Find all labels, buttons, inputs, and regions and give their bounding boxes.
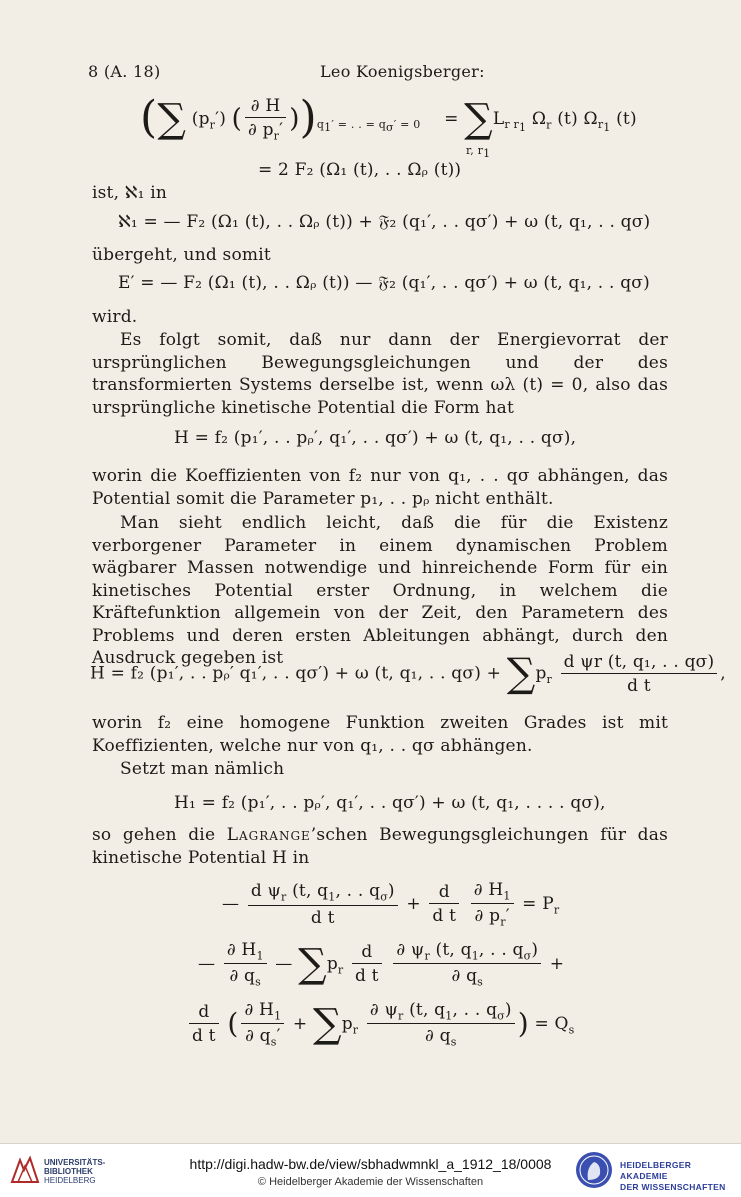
academy-seal-icon xyxy=(574,1150,614,1190)
equation-8: — $\frac{\partial H_1}{\partial q_s}$ — $\sum p_r$ $\frac{d}{\text{d t}}$ $\frac{\partial \psi_r (t, q_1, . . q_\sigma)}{\partial q_s}$ + xyxy=(198,940,565,989)
equation-7: — $\frac{d \psi_r (t, q_1, . . q_\sigma)}{\text{d t}}$ + $\frac{d}{\text{d t}}$ $\frac{\partial H_1}{\partial p_r'}$ = $P_r$ xyxy=(222,880,560,929)
text-ist: ist, ℵ₁ in xyxy=(92,183,168,203)
sum-index: r, $r_1$ xyxy=(466,144,491,161)
equation-2: ℵ₁ = — F₂ (Ω₁ (t), . . Ωᵨ (t)) + 𝔉₂ (q₁′, . . qσ′) + ω (t, q₁, . . qσ) xyxy=(118,212,651,232)
page-number: 8 (A. 18) xyxy=(88,62,161,81)
source-url-link[interactable]: http://digi.hadw-bw.de/view/sbhadwmnkl_a_1912_18/0008 xyxy=(189,1156,552,1172)
paragraph-1: Es folgt somit, daß nur dann der Energievorrat der ursprünglichen Bewegungsgleichungen und der des transformierten Systems derselbe ist, wenn ωλ (t) = 0, also das ursprüngliche kinetische Potential die Form hat xyxy=(92,330,668,418)
equation-9: $\frac{d}{\text{d t}}$ ( $\frac{\partial H_1}{\partial q_s'}$ + $\sum p_r$ $\frac{\partial \psi_r (t, q_1, . . q_\sigma)}{\partial q_s}$ ) = $Q_s$ xyxy=(186,1000,575,1049)
copyright-notice: © Heidelberger Akademie der Wissenschaften xyxy=(257,1176,484,1188)
equation-1-cont: = 2 F₂ (Ω₁ (t), . . Ωᵨ (t)) xyxy=(258,160,462,180)
equation-3: E′ = — F₂ (Ω₁ (t), . . Ωᵨ (t)) — 𝔉₂ (q₁′, . . qσ′) + ω (t, q₁, . . qσ) xyxy=(118,273,650,293)
text-wird: wird. xyxy=(92,307,138,327)
equation-4: H = f₂ (p₁′, . . pᵨ′, q₁′, . . qσ′) + ω (t, q₁, . . qσ), xyxy=(174,428,577,448)
academy-name: HEIDELBERGER AKADEMIE DER WISSENSCHAFTEN xyxy=(620,1160,726,1192)
equation-6: H₁ = f₂ (p₁′, . . pᵨ′, q₁′, . . qσ′) + ω (t, q₁, . . . . qσ), xyxy=(174,793,606,813)
text-uebergeht: übergeht, und somit xyxy=(92,245,271,265)
equation-5: H = f₂ (p₁′, . . pᵨ′ q₁′, . . qσ′) + ω (t, q₁, . . $q\sigma) + \sum p_r$ $\frac{\text{d ψr (t, q₁, . . qσ)}}{\text{d t}}$ , xyxy=(90,650,726,697)
footer-bar xyxy=(0,1143,741,1197)
paragraph-3: Man sieht endlich leicht, daß die für die Existenz verborgener Parameter in einem dynamischen Problem wägbarer Massen notwendige und hinreichende Form für ein kinetisches Potential erster Ordnung, in welchem die Kräftefunktion allgemein von der Zeit, den Parametern des Problems und deren ersten Ableitungen abhängt, durch den Ausdruck gegeben ist xyxy=(92,513,668,668)
running-title: Leo Koenigsberger: xyxy=(320,62,485,81)
paragraph-5: Setzt man nämlich xyxy=(120,759,285,779)
paragraph-2: worin die Koeffizienten von f₂ nur von q₁, . . qσ abhängen, das Potential somit die Parameter p₁, . . pᵨ nicht enthält. xyxy=(92,466,668,509)
paragraph-4: worin f₂ eine homogene Funktion zweiten Grades ist mit Koeffizienten, welche nur von q₁, . . qσ abhängen. xyxy=(92,713,668,756)
paragraph-6: so gehen die Lagrange’schen Bewegungsgleichungen für das kinetische Potential H in xyxy=(92,825,668,868)
equation-1: (∑ $(p_r')$ ( $\frac{\partial H}{\partial p_r'}$ ))$_{q_1' = . . = q_\sigma' = 0} = \sum L_{r r_1}$ $\Omega_r$ (t) $\Omega_{r_1}$ (t) xyxy=(140,92,637,143)
university-library-name: UNIVERSITÄTS- BIBLIOTHEK HEIDELBERG xyxy=(44,1158,106,1185)
